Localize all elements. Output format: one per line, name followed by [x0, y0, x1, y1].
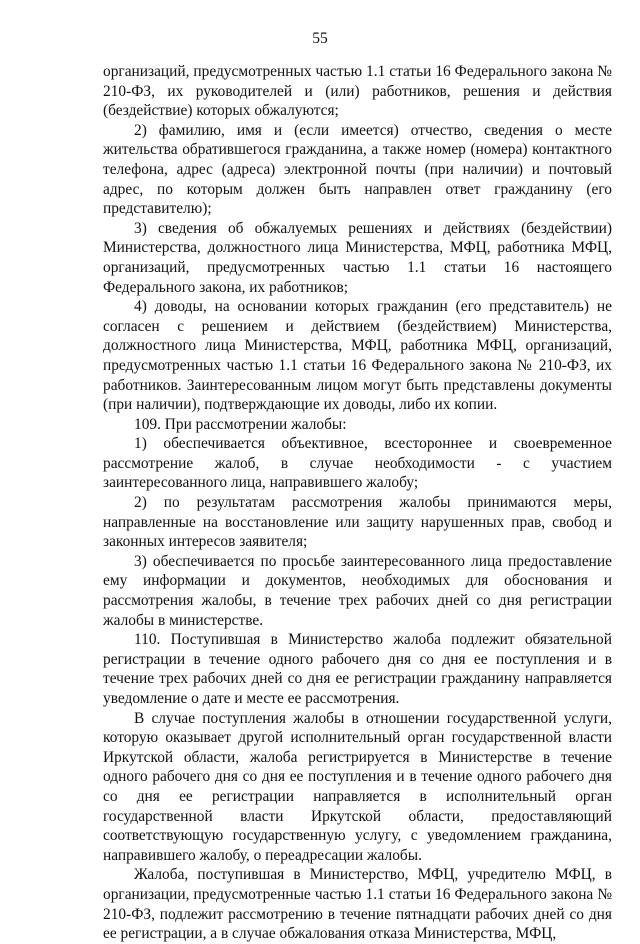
- page-number: 55: [312, 30, 328, 47]
- paragraph-redirect-case: В случае поступления жалобы в отношении государственной услуги, которую оказывает другой исполнительный орган государственной власти Иркутской области, жалоба регистрируется в Министерстве в течение одного рабочего дня со дня ее поступления и в течение одного рабочего дня со дня ее регистрации направляется в исполнительный орган государственной власти Иркутской области, предоставляющий соответствующую государственную услугу, с уведомлением гражданина, направившего жалобу, о переадресации жалобы.: [103, 709, 612, 864]
- paragraph-review-period: Жалоба, поступившая в Министерство, МФЦ, учредителю МФЦ, в организации, предусмотренные частью 1.1 статьи 16 Федерального закона № 210-ФЗ, подлежит рассмотрению в течение пятнадцати рабочих дней со дня ее регистрации, а в случае обжалования отказа Министерства, МФЦ,: [103, 866, 612, 943]
- paragraph-109-item-1: 1) обеспечивается объективное, всестороннее и своевременное рассмотрение жалоб, в случае необходимости - с участием заинтересованного лица, направившего жалобу;: [103, 435, 612, 492]
- paragraph-section-110: 110. Поступившая в Министерство жалоба подлежит обязательной регистрации в течение одного рабочего дня со дня ее поступления и в течение трех рабочих дней со дня ее регистрации гражданину направляется уведомление о дате и месте ее рассмотрения.: [103, 631, 612, 707]
- paragraph-109-item-2: 2) по результатам рассмотрения жалобы принимаются меры, направленные на восстановление или защиту нарушенных прав, свобод и законных интересов заявителя;: [103, 494, 612, 551]
- paragraph-section-109: 109. При рассмотрении жалобы:: [134, 415, 347, 433]
- paragraph-continuation: организаций, предусмотренных частью 1.1 статьи 16 Федерального закона № 210-ФЗ, их руководителей и (или) работников, решения и действия (бездействие) которых обжалуются;: [103, 63, 612, 120]
- paragraph-109-item-3: 3) обеспечивается по просьбе заинтересованного лица предоставление ему информации и документов, необходимых для обоснования и рассмотрения жалобы, в течение трех рабочих дней со дня регистрации жалобы в министерстве.: [103, 552, 612, 629]
- paragraph-item-3: 3) сведения об обжалуемых решениях и действиях (бездействии) Министерства, должностного лица Министерства, МФЦ, работника МФЦ, организаций, предусмотренных частью 1.1 статьи 16 настоящего Федерального закона, их работников;: [103, 219, 612, 296]
- paragraph-item-2: 2) фамилию, имя и (если имеется) отчество, сведения о месте жительства обратившегося гражданина, а также номер (номера) контактного телефона, адрес (адреса) электронной почты (при наличии) и почтовый адрес, по которым должен быть направлен ответ гражданину (его представителю);: [103, 121, 612, 218]
- body-text: [103, 62, 612, 944]
- paragraph-item-4: 4) доводы, на основании которых гражданин (его представитель) не согласен с решением и действием (бездействием) Министерства, должностного лица Министерства, МФЦ, работника МФЦ, организаций, предусмотренных частью 1.1 статьи 16 Федерального закона № 210-ФЗ, их работников. Заинтересованным лицом могут быть представлены документы (при наличии), подтверждающие их доводы, либо их копии.: [103, 298, 612, 414]
